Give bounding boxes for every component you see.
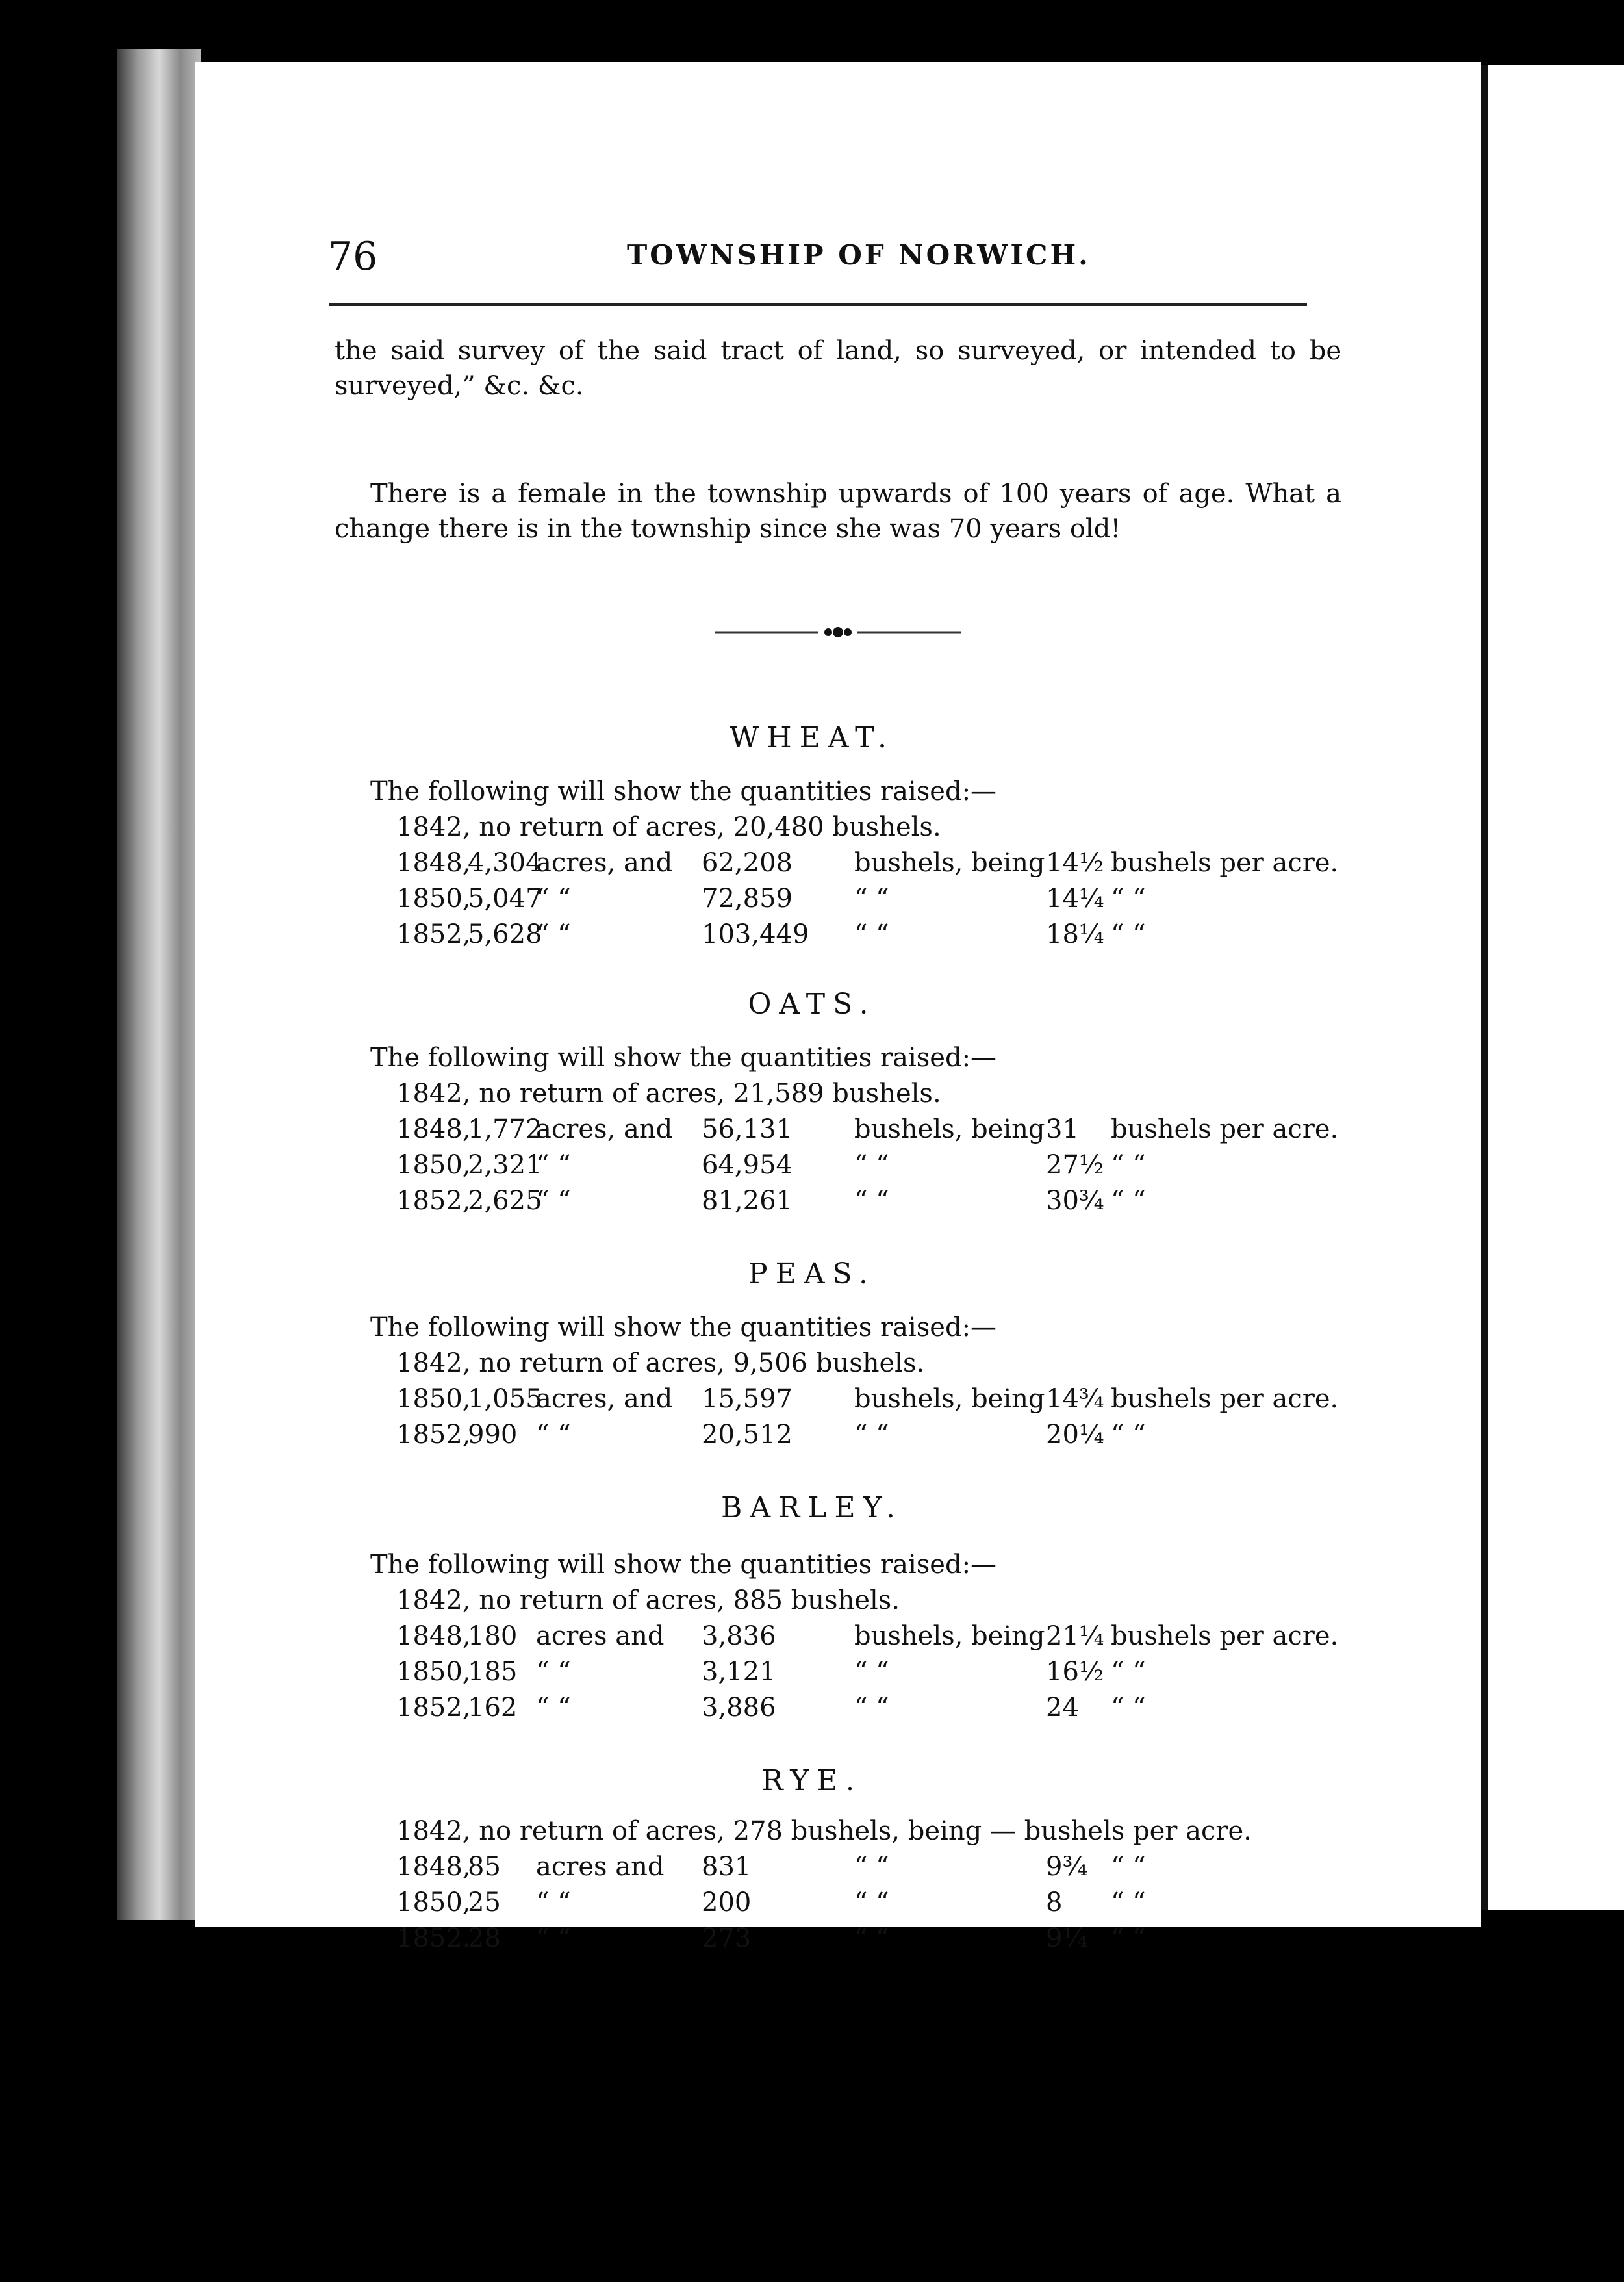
table-row: [396, 1420, 1501, 1455]
cell-acres: 4,304: [468, 848, 542, 878]
section-title: OATS.: [748, 988, 876, 1021]
cell-b: “ “: [854, 1420, 889, 1450]
cell-c: bushels per acre.: [1111, 848, 1339, 878]
table-row: [396, 1657, 1501, 1692]
cell-bushels: 81,261: [702, 1186, 793, 1216]
table-row: [396, 1079, 1501, 1114]
cell-a: “ “: [536, 1657, 571, 1687]
cell-c: bushels per acre.: [1111, 1384, 1339, 1414]
paragraph-survey: the said survey of the said tract of land, so surveyed, or intended to be surveyed,” &c. &c.: [335, 336, 1341, 401]
cell-a: “ “: [536, 919, 571, 949]
cell-acres: 2,321: [468, 1150, 542, 1180]
cell-b: bushels, being: [854, 1384, 1045, 1414]
cell-bushels: 62,208: [702, 848, 793, 878]
section-title: BARLEY.: [721, 1491, 903, 1524]
cell-year: 1850,: [396, 1150, 471, 1180]
cell-acres: 5,628: [468, 919, 542, 949]
cell-a: “ “: [536, 1150, 571, 1180]
cell-rate: 27½: [1046, 1150, 1104, 1180]
table-row: [396, 1348, 1501, 1383]
cell-c: “ “: [1111, 884, 1146, 914]
section-intro: The following will show the quantities raised:—: [370, 776, 997, 806]
cell-b: “ “: [854, 1693, 889, 1723]
cell-bushels: 72,859: [702, 884, 793, 914]
cell-bushels: 3,121: [702, 1657, 776, 1687]
cell-bushels: 20,512: [702, 1420, 793, 1450]
cell-year: 1850,: [396, 1384, 471, 1414]
cell-year: 1848,: [396, 1621, 471, 1651]
cell-b: “ “: [854, 1186, 889, 1216]
cell-acres: 162: [468, 1693, 518, 1723]
cell-bushels: 273: [702, 1923, 752, 1953]
cell-rate: 24: [1046, 1693, 1079, 1723]
cell-rate: 8: [1046, 1888, 1063, 1917]
cell-rate: 9¾: [1046, 1852, 1088, 1882]
page-number: 76: [328, 234, 378, 279]
cell-acres: 990: [468, 1420, 518, 1450]
cell-b: “ “: [854, 1888, 889, 1917]
cell-b: “ “: [854, 884, 889, 914]
cell-year: 1850,: [396, 884, 471, 914]
header-rule: [329, 303, 1307, 306]
cell-c: “ “: [1111, 1186, 1146, 1216]
cell-year: 1848,: [396, 1114, 471, 1144]
cell-rate: 9¼: [1046, 1923, 1088, 1953]
table-row: [396, 919, 1501, 955]
table-row: [396, 1888, 1501, 1923]
row-text: 1842, no return of acres, 20,480 bushels.: [396, 812, 941, 842]
cell-a: acres and: [536, 1621, 665, 1651]
table-row: [396, 848, 1501, 883]
table-row: [396, 1114, 1501, 1149]
cell-a: “ “: [536, 1420, 571, 1450]
cell-acres: 5,047: [468, 884, 542, 914]
cell-a: “ “: [536, 1693, 571, 1723]
cell-a: “ “: [536, 1923, 571, 1953]
cell-year: 1850,: [396, 1888, 471, 1917]
cell-bushels: 64,954: [702, 1150, 793, 1180]
cell-a: “ “: [536, 884, 571, 914]
cell-b: bushels, being: [854, 848, 1045, 878]
cell-rate: 21¼: [1046, 1621, 1104, 1651]
cell-b: bushels, being: [854, 1114, 1045, 1144]
row-text: 1842, no return of acres, 21,589 bushels.: [396, 1079, 941, 1109]
cell-c: “ “: [1111, 1420, 1146, 1450]
cell-a: acres and: [536, 1852, 665, 1882]
row-text: 1842, no return of acres, 9,506 bushels.: [396, 1348, 925, 1378]
section-title: RYE.: [761, 1764, 863, 1797]
page-title: TOWNSHIP OF NORWICH.: [627, 239, 1091, 271]
cell-c: “ “: [1111, 919, 1146, 949]
cell-bushels: 3,886: [702, 1693, 776, 1723]
section-intro: The following will show the quantities raised:—: [370, 1043, 997, 1073]
cell-rate: 16½: [1046, 1657, 1104, 1687]
cell-year: 1848,: [396, 1852, 471, 1882]
table-row: [396, 1585, 1501, 1621]
section-intro: The following will show the quantities raised:—: [370, 1550, 997, 1580]
cell-rate: 18¼: [1046, 919, 1104, 949]
ornament-divider: [715, 619, 961, 645]
cell-c: “ “: [1111, 1657, 1146, 1687]
cell-c: “ “: [1111, 1150, 1146, 1180]
cell-year: 1852,: [396, 1693, 471, 1723]
cell-year: 1852,: [396, 1186, 471, 1216]
row-text: 1842, no return of acres, 885 bushels.: [396, 1585, 900, 1615]
cell-a: acres, and: [536, 1384, 673, 1414]
cell-b: “ “: [854, 1657, 889, 1687]
table-row: [396, 1150, 1501, 1185]
cell-c: bushels per acre.: [1111, 1621, 1339, 1651]
cell-bushels: 15,597: [702, 1384, 793, 1414]
cell-bushels: 56,131: [702, 1114, 793, 1144]
cell-a: “ “: [536, 1186, 571, 1216]
cell-rate: 14½: [1046, 848, 1104, 878]
section-title: PEAS.: [748, 1257, 876, 1290]
cell-acres: 28: [468, 1923, 501, 1953]
cell-year: 1850,: [396, 1657, 471, 1687]
cell-c: bushels per acre.: [1111, 1114, 1339, 1144]
cell-rate: 14¼: [1046, 884, 1104, 914]
table-row: [396, 1816, 1501, 1851]
table-row: [396, 1186, 1501, 1221]
book-page: [195, 62, 1481, 1953]
section-intro: The following will show the quantities raised:—: [370, 1313, 997, 1342]
section-title: WHEAT.: [730, 721, 894, 754]
cell-b: “ “: [854, 1923, 889, 1953]
cell-c: “ “: [1111, 1923, 1146, 1953]
table-row: [396, 884, 1501, 919]
table-row: [396, 1384, 1501, 1419]
cell-rate: 20¼: [1046, 1420, 1104, 1450]
cell-year: 1848,: [396, 848, 471, 878]
cell-year: 1852.: [396, 1923, 471, 1953]
facing-page-edge: [1481, 65, 1624, 1910]
table-row: [396, 1852, 1501, 1887]
cell-a: “ “: [536, 1888, 571, 1917]
cell-acres: 1,772: [468, 1114, 542, 1144]
cell-acres: 85: [468, 1852, 501, 1882]
cell-bushels: 3,836: [702, 1621, 776, 1651]
book-spine-edge: [117, 49, 201, 1920]
paragraph-female: There is a female in the township upwards of 100 years of age. What a change there is in the township since she was 70 years old!: [335, 479, 1341, 544]
cell-b: “ “: [854, 1852, 889, 1882]
cell-bushels: 831: [702, 1852, 752, 1882]
cell-acres: 1,055: [468, 1384, 542, 1414]
cell-a: acres, and: [536, 848, 673, 878]
cell-c: “ “: [1111, 1888, 1146, 1917]
cell-b: “ “: [854, 1150, 889, 1180]
cell-rate: 30¾: [1046, 1186, 1104, 1216]
cell-bushels: 103,449: [702, 919, 809, 949]
running-head: [328, 234, 1497, 286]
table-row: [396, 812, 1501, 847]
cell-acres: 180: [468, 1621, 518, 1651]
cell-bushels: 200: [702, 1888, 752, 1917]
cell-acres: 25: [468, 1888, 501, 1917]
cell-b: bushels, being: [854, 1621, 1045, 1651]
row-text: 1842, no return of acres, 278 bushels, being — bushels per acre.: [396, 1816, 1252, 1846]
table-row: [396, 1693, 1501, 1728]
cell-b: “ “: [854, 919, 889, 949]
table-row: [396, 1923, 1501, 1958]
cell-c: “ “: [1111, 1693, 1146, 1723]
cell-year: 1852,: [396, 1420, 471, 1450]
cell-rate: 14¾: [1046, 1384, 1104, 1414]
cell-year: 1852,: [396, 919, 471, 949]
cell-acres: 185: [468, 1657, 518, 1687]
cell-c: “ “: [1111, 1852, 1146, 1882]
table-row: [396, 1621, 1501, 1656]
cell-acres: 2,625: [468, 1186, 542, 1216]
cell-rate: 31: [1046, 1114, 1079, 1144]
cell-a: acres, and: [536, 1114, 673, 1144]
